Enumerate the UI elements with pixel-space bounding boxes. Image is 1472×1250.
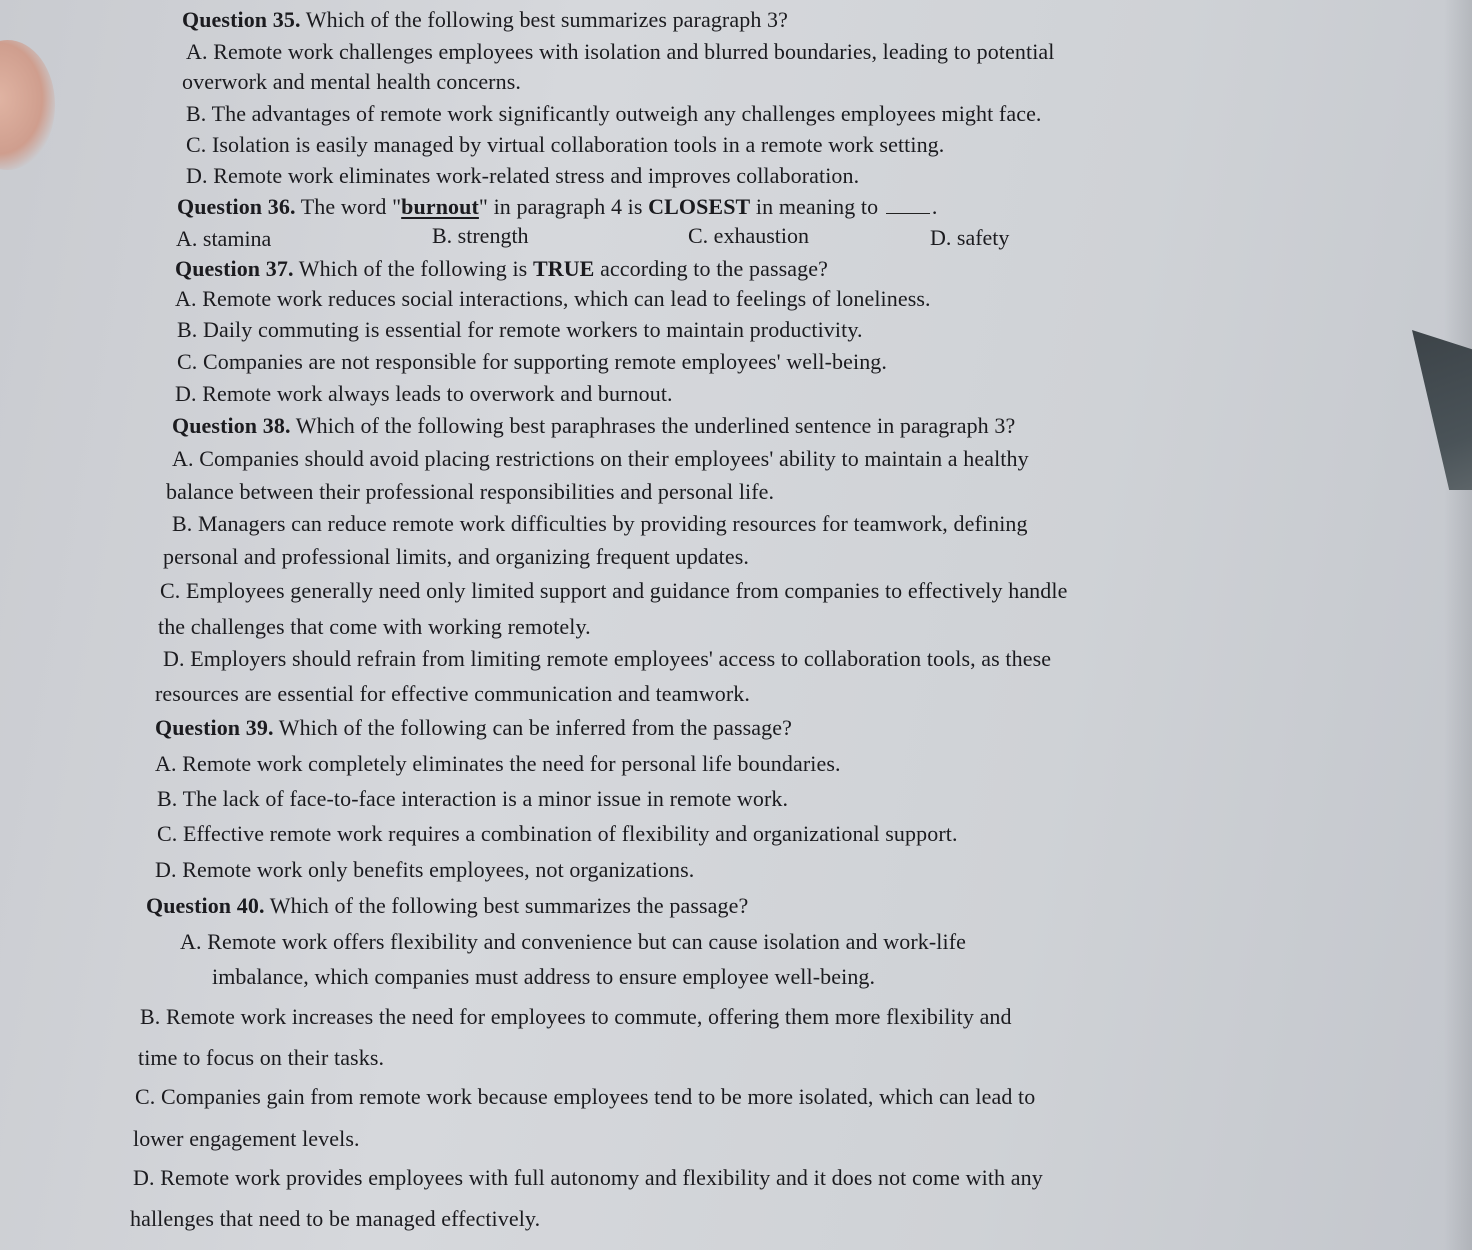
question-36-option-b: B. strength: [432, 223, 529, 248]
question-37-option-d: D. Remote work always leads to overwork and burnout.: [175, 381, 673, 406]
question-36-bold-closest: CLOSEST: [648, 194, 751, 219]
question-40-option-c-line2: lower engagement levels.: [133, 1126, 360, 1151]
question-40-option-c-line1: C. Companies gain from remote work because employees tend to be more isolated, which can lead to: [135, 1084, 1036, 1109]
question-40-option-d-line2: hallenges that need to be managed effectively.: [130, 1206, 541, 1231]
question-36-stem: [177, 193, 937, 221]
question-39-option-d: D. Remote work only benefits employees, not organizations.: [155, 857, 695, 882]
question-35-label: Question 35.: [182, 7, 301, 32]
question-38-option-b-line1: B. Managers can reduce remote work difficulties by providing resources for teamwork, defining: [172, 511, 1028, 536]
question-40-option-d-line1: D. Remote work provides employees with full autonomy and flexibility and it does not come with any: [133, 1165, 1043, 1190]
question-36-option-c: C. exhaustion: [688, 223, 809, 248]
question-40-option-a-line1: A. Remote work offers flexibility and convenience but can cause isolation and work-life: [180, 929, 966, 954]
question-35-option-b: B. The advantages of remote work significantly outweigh any challenges employees might face.: [186, 101, 1042, 126]
question-37-label: Question 37.: [175, 256, 294, 281]
question-37-text-post: according to the passage?: [594, 256, 828, 281]
question-37-text-pre: Which of the following is: [293, 256, 533, 281]
question-36-option-a: A. stamina: [176, 226, 272, 251]
question-36-text-mid: " in paragraph 4 is: [478, 194, 649, 219]
question-38-option-a-line1: A. Companies should avoid placing restrictions on their employees' ability to maintain a healthy: [172, 446, 1029, 471]
question-40-stem: [146, 892, 748, 920]
question-39-stem: [155, 714, 792, 742]
question-40-label: Question 40.: [146, 893, 265, 918]
answer-blank: [886, 195, 930, 214]
question-40-option-b-line2: time to focus on their tasks.: [138, 1045, 385, 1070]
question-37-stem: [175, 255, 828, 283]
question-39-option-c: C. Effective remote work requires a combination of flexibility and organizational support.: [157, 821, 958, 846]
question-38-option-c-line2: the challenges that come with working remotely.: [158, 614, 591, 639]
underlined-word-burnout: burnout: [401, 194, 479, 219]
question-35-option-c: C. Isolation is easily managed by virtual collaboration tools in a remote work setting.: [186, 132, 945, 157]
question-38-stem: [172, 412, 1015, 440]
background-edge: [1412, 330, 1472, 490]
question-38-option-a-line2: balance between their professional responsibilities and personal life.: [166, 479, 775, 504]
question-40-text: Which of the following best summarizes the passage?: [264, 893, 749, 918]
question-36-text-post: in meaning to: [750, 194, 884, 219]
question-40-option-a-line2: imbalance, which companies must address to ensure employee well-being.: [212, 964, 876, 989]
question-37-bold-true: TRUE: [532, 256, 595, 281]
question-38-option-b-line2: personal and professional limits, and organizing frequent updates.: [163, 544, 749, 569]
question-35-option-a-line2: overwork and mental health concerns.: [182, 69, 521, 94]
question-37-option-c: C. Companies are not responsible for supporting remote employees' well-being.: [177, 349, 888, 374]
question-35-stem: [182, 6, 788, 34]
question-38-option-c-line1: C. Employees generally need only limited support and guidance from companies to effectively handle: [160, 578, 1068, 603]
question-38-option-d-line1: D. Employers should refrain from limiting remote employees' access to collaboration tools, as these: [163, 646, 1052, 671]
question-39-option-b: B. The lack of face-to-face interaction is a minor issue in remote work.: [157, 786, 789, 811]
page-edge-shadow: [1444, 0, 1472, 1250]
question-37-option-a: A. Remote work reduces social interactions, which can lead to feelings of loneliness.: [175, 286, 931, 311]
question-38-label: Question 38.: [172, 413, 291, 438]
question-35-option-a-line1: A. Remote work challenges employees with isolation and blurred boundaries, leading to potential: [186, 39, 1055, 64]
question-39-option-a: A. Remote work completely eliminates the need for personal life boundaries.: [155, 751, 841, 776]
finger-shadow: [0, 40, 55, 170]
question-36-label: Question 36.: [177, 194, 296, 219]
question-37-option-b: B. Daily commuting is essential for remote workers to maintain productivity.: [177, 317, 863, 342]
question-36-text-pre: The word ": [295, 194, 402, 219]
question-38-option-d-line2: resources are essential for effective communication and teamwork.: [155, 681, 750, 706]
question-39-label: Question 39.: [155, 715, 274, 740]
question-36-option-d: D. safety: [930, 225, 1010, 250]
question-40-option-b-line1: B. Remote work increases the need for employees to commute, offering them more flexibility and: [140, 1004, 1012, 1029]
question-39-text: Which of the following can be inferred from the passage?: [273, 715, 792, 740]
question-35-option-d: D. Remote work eliminates work-related stress and improves collaboration.: [186, 163, 860, 188]
question-36-text-end: .: [931, 194, 938, 219]
question-35-text: Which of the following best summarizes paragraph 3?: [300, 7, 788, 32]
question-38-text: Which of the following best paraphrases the underlined sentence in paragraph 3?: [290, 413, 1016, 438]
